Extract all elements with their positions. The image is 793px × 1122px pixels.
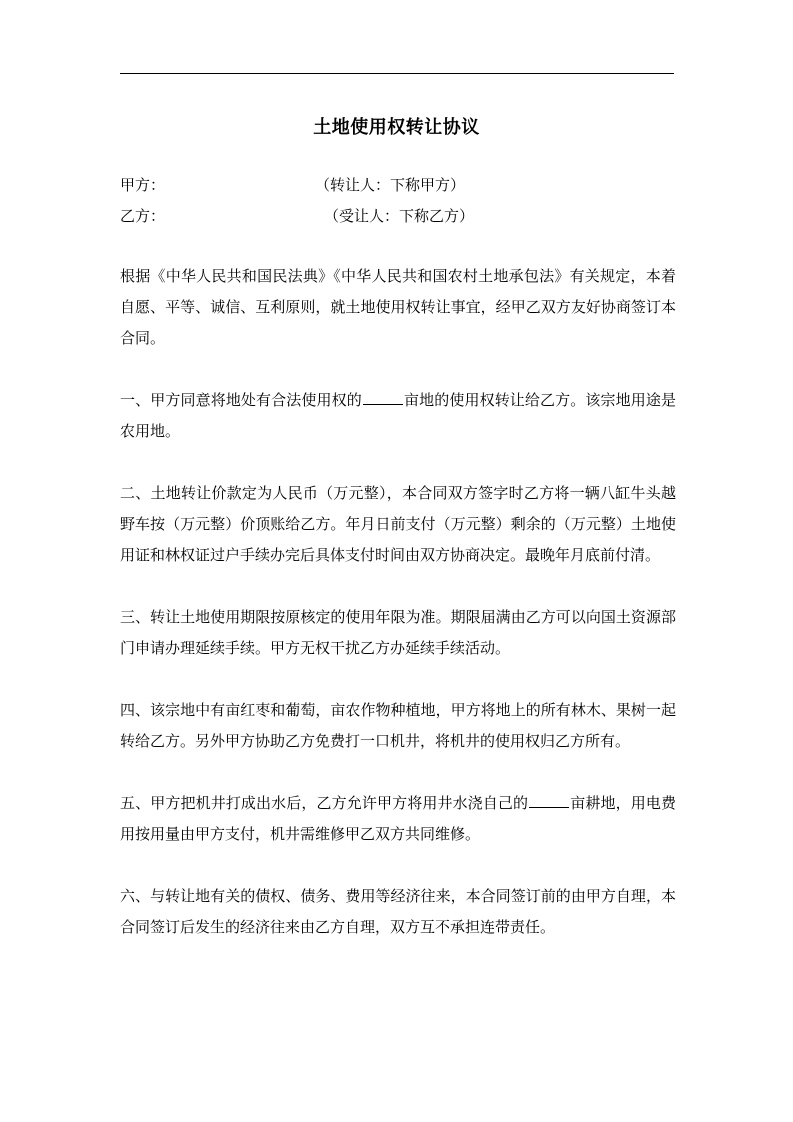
document-body [120, 170, 676, 943]
header-rule [120, 73, 674, 74]
clause-6-paragraph: 六、与转让地有关的债权、债务、费用等经济往来，本合同签订前的由甲方自理，本合同签订后发生的经济往来由乙方自理，双方互不承担连带责任。 [120, 887, 676, 936]
clause-1-paragraph [120, 385, 676, 447]
party-b-label: 乙方： [120, 207, 166, 225]
party-a-line [120, 170, 676, 201]
clause-1-text-start: 一、甲方同意将地处有合法使用权的 [120, 391, 362, 409]
party-b-line [120, 201, 676, 232]
clause-1-text-end: 亩地的使用权转让给乙方。该宗地用途是农用地。 [120, 391, 676, 440]
clause-5-blank-line [529, 790, 569, 808]
clause-3-paragraph: 三、转让土地使用期限按原核定的使用年限为准。期限届满由乙方可以向国土资源部门申请办理延续手续。甲方无权干扰乙方办延续手续活动。 [120, 608, 676, 657]
clause-2-paragraph: 二、土地转让价款定为人民币（万元整），本合同双方签字时乙方将一辆八缸牛头越野车按（万元整）价顶账给乙方。年月日前支付（万元整）剩余的（万元整）土地使用证和林权证过户手续办完后具体支付时间由双方协商决定。最晚年月底前付清。 [120, 484, 676, 564]
party-a-label: 甲方： [120, 176, 166, 194]
clause-1-blank-line [363, 387, 403, 405]
clause-5-text-start: 五、甲方把机井打成出水后，乙方允许甲方将用井水浇自己的 [120, 794, 529, 812]
clause-4-paragraph: 四、该宗地中有亩红枣和葡萄，亩农作物种植地，甲方将地上的所有林木、果树一起转给乙方。另外甲方协助乙方免费打一口机井，将机井的使用权归乙方所有。 [120, 701, 676, 750]
preamble-paragraph: 根据《中华人民共和国民法典》《中华人民共和国农村土地承包法》有关规定，本着自愿、平等、诚信、互利原则，就土地使用权转让事宜，经甲乙双方友好协商签订本合同。 [120, 267, 676, 347]
party-b-role: （受让人：下称乙方） [324, 207, 475, 225]
party-a-role: （转让人：下称甲方） [315, 176, 466, 194]
clause-5-text-end: 亩耕地，用电费用按用量由甲方支付，机井需维修甲乙双方共同维修。 [120, 794, 676, 843]
clause-5-paragraph [120, 788, 676, 850]
document-title: 土地使用权转让协议 [313, 117, 480, 138]
